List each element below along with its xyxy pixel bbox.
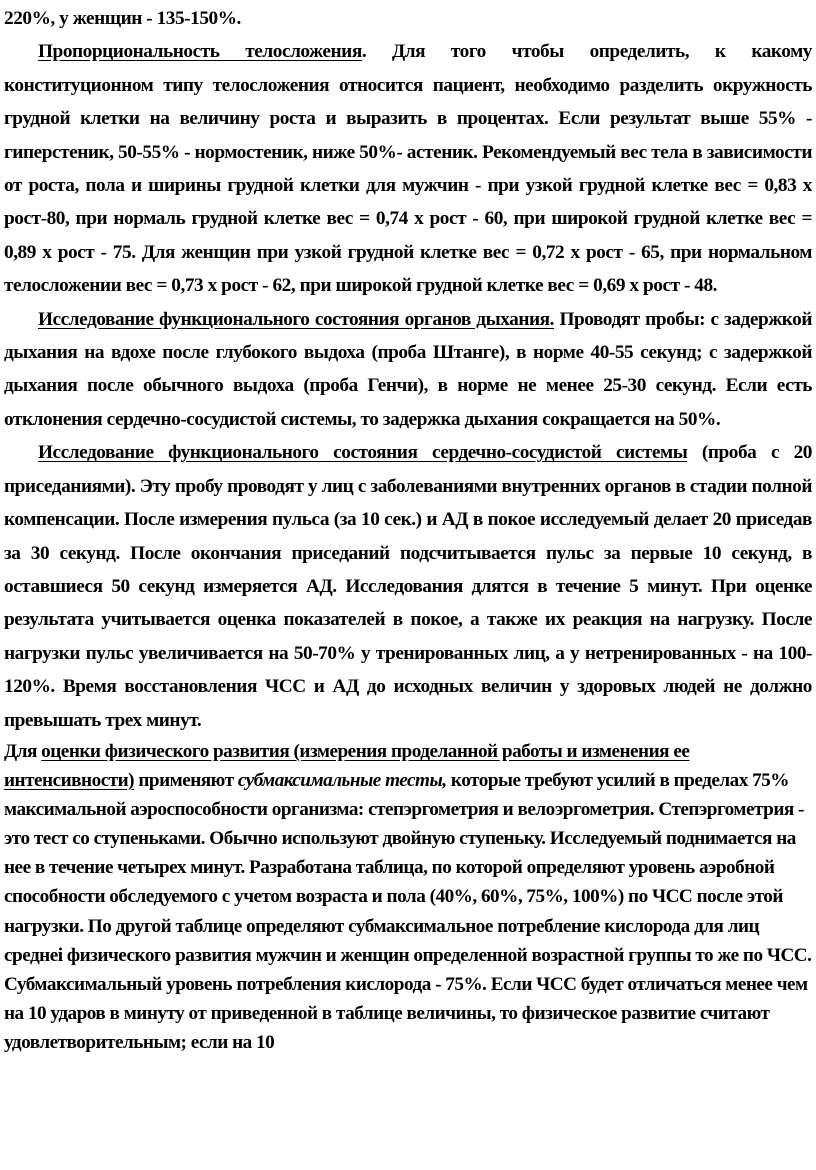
text-lead: Для — [4, 740, 42, 762]
paragraph-respiratory — [4, 303, 812, 437]
heading-cardiovascular: Исследование функционального состояния сердечно-сосудистой системы — [38, 442, 688, 464]
paragraph-continuation: 220%, у женщин - 135-150%. — [4, 8, 241, 29]
paragraph-body-proportions — [4, 35, 812, 302]
text-mid: применяют — [134, 770, 238, 792]
italic-submaximal-tests: субмаксимальные тесты, — [237, 770, 447, 792]
heading-body-proportions: Пропорциональность телосложения — [38, 41, 362, 63]
text-cardiovascular: (проба с 20 приседаниями). Эту пробу проводят у лиц с заболеваниями внутренних органов в стадии полной компенсации. После измерения пульса (за 10 сек.) и АД в покое исследуемый делает 20 приседав за 30 секунд. После окончания приседаний подсчитывается пульс за первые 10 секунд, в оставшиеся 50 секунд измеряется АД. Исследования длятся в течение 5 минут. При оценке результата учитывается оценка показателей в покое, а также их реакция на нагрузку. После нагрузки пульс увеличивается на 50-70% у тренированных лиц, а у нетренированных - на 100-120%. Время восстановления ЧСС и АД до исходных величин у здоровых людей не должно превышать трех минут. — [4, 442, 812, 731]
text-submaximal-tests: которые требуют усилий в пределах 75% максимальной аэроспособности организма: степэргометрия и велоэргометрия. Степэргометрия - это тест со ступеньками. Обычно используют двойную ступеньку. Исследуемый поднимается на нее в течение четырех минут. Разработана таблица, по которой определяют уровень аэробной способности обследуемого с учетом возраста и пола (40%, 60%, 75%, 100%) по ЧСС после этой нагрузки. По другой таблице определяют субмаксимальное потребление кислорода для лиц среднеi физического развития мужчин и женщин определенной возрастной группы то же по ЧСС. Субмаксимальный уровень потребления кислорода - 75%. Если ЧСС будет отличаться менее чем на 10 ударов в минуту от приведенной в таблице величины, то физическое развитие считают удовлетворительным; если на 10 — [4, 770, 812, 1053]
text-respiratory: Проводят пробы: с задержкой дыхания на вдохе после глубокого выдоха (проба Штанге), в норме 40-55 секунд; с задержкой дыхания после обычного выдоха (проба Генчи), в норме не менее 25-30 секунд. Если есть отклонения сердечно-сосудистой системы, то задержка дыхания сокращается на 50%. — [4, 308, 812, 430]
heading-respiratory: Исследование функционального состояния органов дыхания. — [38, 308, 555, 330]
underlined-physical-development: оценки физического развития (измерения проделанной работы и изменения ее интенсивности) — [4, 740, 690, 792]
document-page — [4, 2, 812, 1057]
paragraph-cardiovascular — [4, 436, 812, 737]
paragraph-submaximal-tests — [4, 737, 812, 1057]
text-body-proportions: . Для того чтобы определить, к какому конституционном типу телосложения относится пациент, необходимо разделить окружность грудной клетки на величину роста и выразить в процентах. Если результат выше 55% - гиперстеник, 50-55% - нормостеник, ниже 50%- астеник. Рекомендуемый вес тела в зависимости от роста, пола и ширины грудной клетки для мужчин - при узкой грудной клетке вес = 0,83 х рост-80, при нормаль грудной клетке вес = 0,74 х рост - 60, при широкой грудной клетке вес = 0,89 х рост - 75. Для женщин при узкой грудной клетке вес = 0,72 х рост - 65, при нормальном телосложении вес = 0,73 х рост - 62, при широкой грудной клетке вес = 0,69 х рост - 48. — [4, 41, 812, 297]
